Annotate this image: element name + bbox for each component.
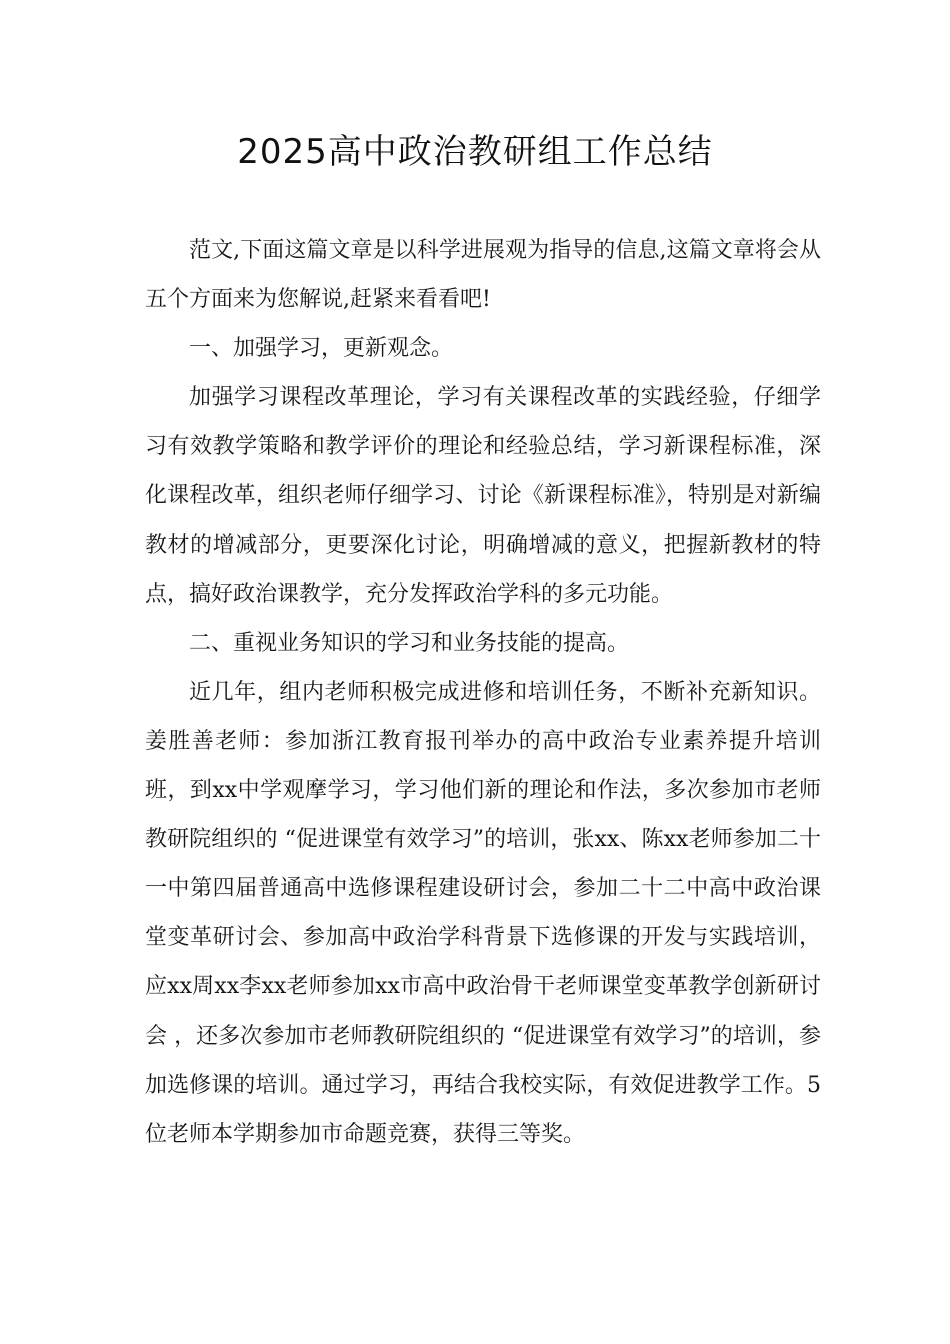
paragraph-section-2: 近几年，组内老师积极完成进修和培训任务，不断补充新知识。姜胜善老师：参加浙江教育报刊举办的高中政治专业素养提升培训班，到xx中学观摩学习，学习他们新的理论和作法，多次参加市老师教研院组织的 “促进课堂有效学习”的培训，张xx、陈xx老师参加二十一中第四届普通高中选修课程建设研讨会，参加二十二中高中政治课堂变革研讨会、参加高中政治学科背景下选修课的开发与实践培训，应xx周xx李xx老师参加xx市高中政治骨干老师课堂变革教学创新研讨会 ，还多次参加市老师教研院组织的 “促进课堂有效学习”的培训，参加选修课的培训。通过学习，再结合我校实际，有效促进教学工作。5位老师本学期参加市命题竞赛，获得三等奖。	[145, 679, 821, 1147]
section-heading-1: 一、加强学习，更新观念。	[189, 336, 454, 362]
section-heading-2: 二、重视业务知识的学习和业务技能的提高。	[189, 630, 630, 656]
document-title: 2025高中政治教研组工作总结	[237, 132, 713, 172]
paragraph-section-1: 加强学习课程改革理论，学习有关课程改革的实践经验，仔细学习有效教学策略和教学评价的理论和经验总结，学习新课程标准，深化课程改革，组织老师仔细学习、讨论《新课程标准》，特别是对新编教材的增减部分，更要深化讨论，明确增减的意义，把握新教材的特点，搞好政治课教学，充分发挥政治学科的多元功能。	[145, 385, 821, 607]
paragraph-intro: 范文,下面这篇文章是以科学进展观为指导的信息,这篇文章将会从五个方面来为您解说,赶紧来看看吧!	[145, 238, 821, 313]
document-body	[145, 226, 821, 1159]
